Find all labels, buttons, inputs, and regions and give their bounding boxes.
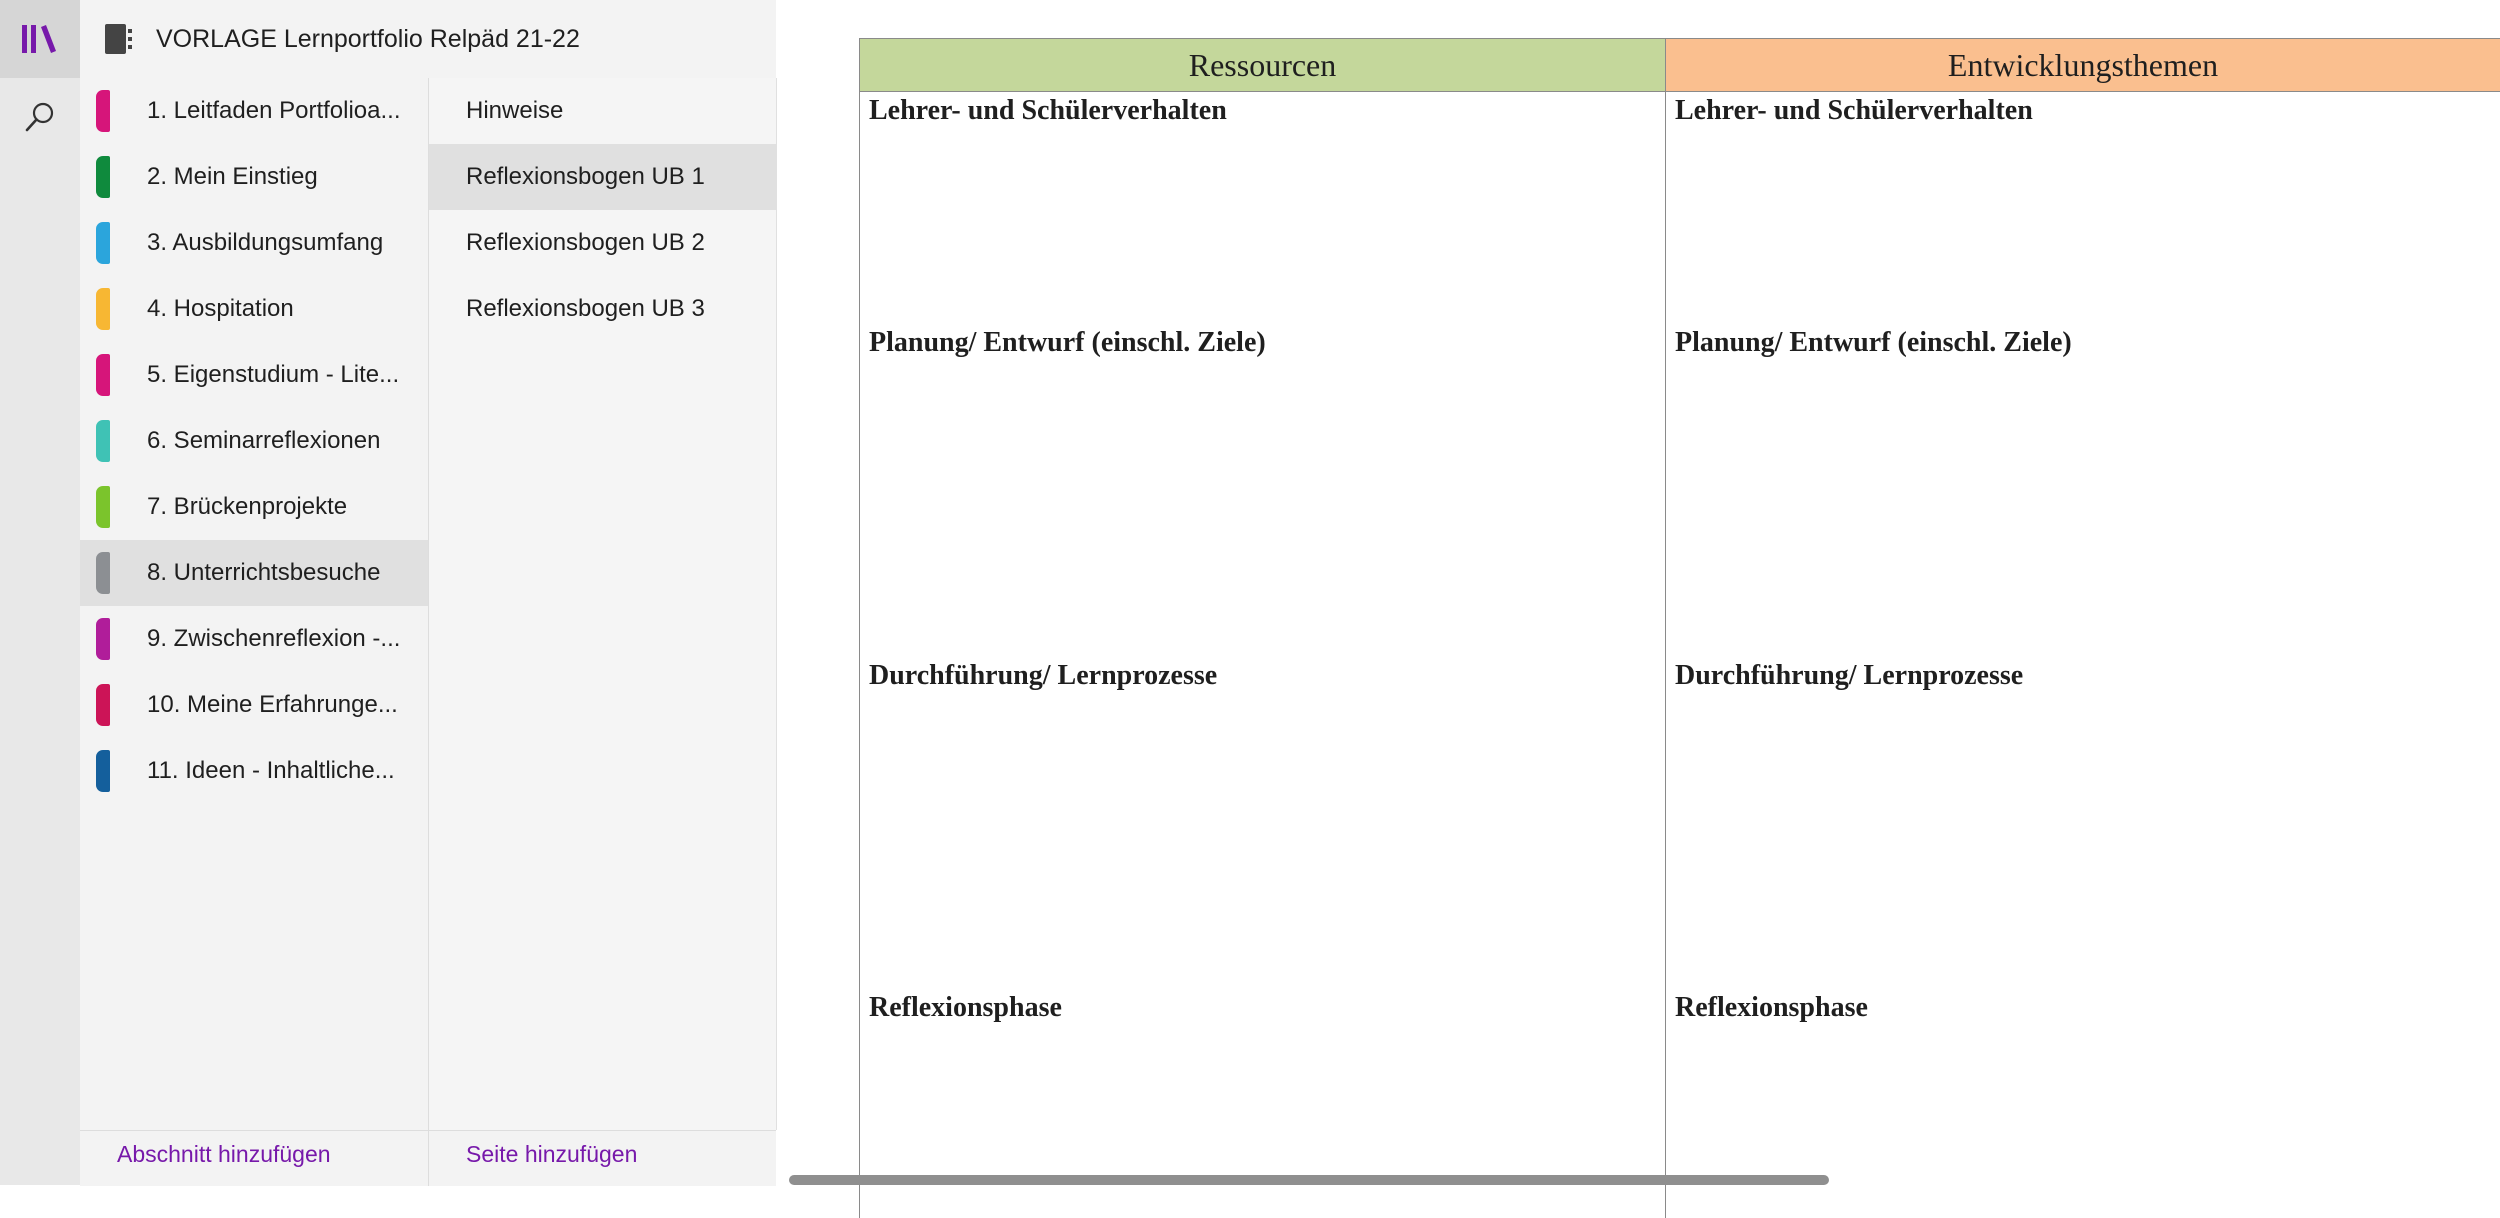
section-tab-color [96, 222, 110, 264]
footer-divider [428, 1131, 429, 1186]
notebooks-button[interactable] [0, 0, 80, 78]
section-label: 11. Ideen - Inhaltliche... [147, 757, 412, 785]
category-heading: Planung/ Entwurf (einschl. Ziele) [869, 327, 1266, 359]
section-tab-color [96, 90, 110, 132]
column-header-ressourcen: Ressourcen [860, 39, 1666, 92]
section-tab-color [96, 750, 110, 792]
section-label: 6. Seminarreflexionen [147, 427, 412, 455]
page-label: Reflexionsbogen UB 1 [466, 163, 705, 191]
section-label: 4. Hospitation [147, 295, 412, 323]
category-heading: Lehrer- und Schülerverhalten [869, 95, 1227, 127]
section-tab-color [96, 156, 110, 198]
section-item-seminarreflexionen[interactable] [80, 408, 428, 474]
section-item-eigenstudium[interactable] [80, 342, 428, 408]
section-item-mein-einstieg[interactable] [80, 144, 428, 210]
search-icon [22, 99, 58, 135]
list-footer [80, 1130, 776, 1186]
section-label: 3. Ausbildungsumfang [147, 229, 412, 257]
section-tab-color [96, 420, 110, 462]
section-tab-color [96, 354, 110, 396]
section-item-ideen[interactable] [80, 738, 428, 804]
section-tab-color [96, 618, 110, 660]
section-item-meine-erfahrungen[interactable] [80, 672, 428, 738]
section-label: 10. Meine Erfahrunge... [147, 691, 412, 719]
notebook-title: VORLAGE Lernportfolio Relpäd 21-22 [156, 25, 580, 54]
notebook-icon [100, 21, 136, 57]
page-item-reflexionsbogen-ub3[interactable] [429, 276, 776, 342]
table-cell[interactable] [860, 92, 1666, 1218]
page-canvas[interactable] [777, 0, 2500, 1185]
section-item-leitfaden[interactable] [80, 78, 428, 144]
add-page-link[interactable]: Seite hinzufügen [466, 1141, 637, 1168]
page-label: Reflexionsbogen UB 2 [466, 229, 705, 257]
page-label: Reflexionsbogen UB 3 [466, 295, 705, 323]
section-list [80, 78, 429, 1130]
icon-rail [0, 0, 81, 1185]
page-list [429, 78, 777, 1130]
page-item-reflexionsbogen-ub1[interactable] [429, 144, 776, 210]
section-tab-color [96, 486, 110, 528]
section-tab-color [96, 552, 110, 594]
page-item-hinweise[interactable] [429, 78, 776, 144]
section-item-brueckenprojekte[interactable] [80, 474, 428, 540]
page-label: Hinweise [466, 97, 563, 125]
category-heading: Reflexionsphase [1675, 992, 1868, 1024]
section-label: 9. Zwischenreflexion -... [147, 625, 412, 653]
section-item-ausbildungsumfang[interactable] [80, 210, 428, 276]
section-tab-color [96, 288, 110, 330]
search-button[interactable] [0, 78, 80, 156]
library-icon [20, 23, 60, 55]
add-section-link[interactable]: Abschnitt hinzufügen [117, 1141, 331, 1168]
section-label: 8. Unterrichtsbesuche [147, 559, 412, 587]
notebook-header[interactable] [80, 0, 776, 79]
column-header-entwicklungsthemen: Entwicklungsthemen [1666, 39, 2500, 92]
horizontal-scrollbar[interactable] [789, 1175, 1829, 1185]
category-heading: Durchführung/ Lernprozesse [869, 660, 1217, 692]
table-cell[interactable] [1666, 92, 2500, 1218]
category-heading: Planung/ Entwurf (einschl. Ziele) [1675, 327, 2072, 359]
category-heading: Lehrer- und Schülerverhalten [1675, 95, 2033, 127]
section-item-unterrichtsbesuche[interactable] [80, 540, 428, 606]
reflection-table [859, 38, 2500, 1218]
category-heading: Durchführung/ Lernprozesse [1675, 660, 2023, 692]
page-item-reflexionsbogen-ub2[interactable] [429, 210, 776, 276]
section-item-hospitation[interactable] [80, 276, 428, 342]
section-label: 1. Leitfaden Portfolioa... [147, 97, 412, 125]
section-label: 5. Eigenstudium - Lite... [147, 361, 412, 389]
section-label: 2. Mein Einstieg [147, 163, 412, 191]
section-tab-color [96, 684, 110, 726]
section-label: 7. Brückenprojekte [147, 493, 412, 521]
category-heading: Reflexionsphase [869, 992, 1062, 1024]
section-item-zwischenreflexion[interactable] [80, 606, 428, 672]
